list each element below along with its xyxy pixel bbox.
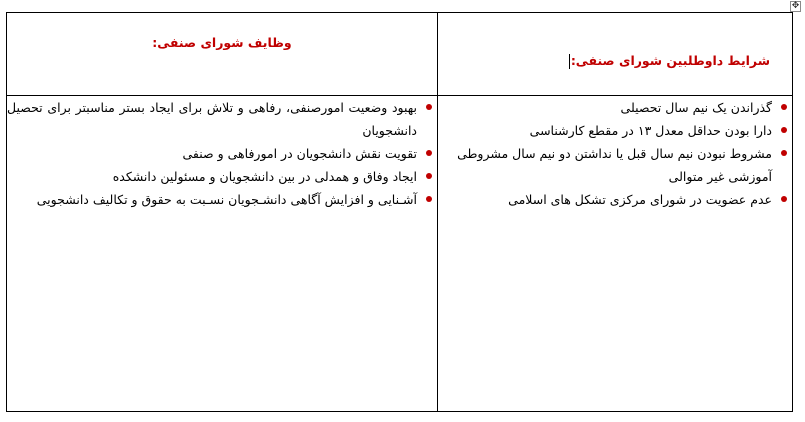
- duties-heading: وظایف شورای صنفی:: [152, 35, 292, 50]
- duty-item-3: ایجاد وفاق و همدلی در بین دانشجویان و مسئولین دانشکده: [7, 165, 437, 188]
- document-table: [6, 12, 793, 412]
- right-header-cell[interactable]: [438, 13, 793, 96]
- table-body-row: [7, 96, 793, 412]
- conditions-heading: [438, 13, 792, 69]
- table-header-row: [7, 13, 793, 96]
- duties-list: [7, 96, 437, 211]
- duty-item-1: بهبود وضعیت امورصنفی، رفاهی و تلاش برای ایجاد بستر مناسبتر برای تحصیل دانشجویان: [7, 96, 437, 142]
- table-move-handle-icon[interactable]: ✥: [791, 1, 800, 11]
- text-cursor: [569, 54, 570, 69]
- condition-item-4: عدم عضویت در شورای مرکزی تشکل های اسلامی: [438, 188, 792, 211]
- left-body-cell[interactable]: [7, 96, 438, 412]
- condition-item-1: گذراندن یک نیم سال تحصیلی: [438, 96, 792, 119]
- condition-item-3: مشروط نبودن نیم سال قبل یا نداشتن دو نیم سال مشروطی آموزشی غیر متوالی: [438, 142, 792, 188]
- condition-item-2: دارا بودن حداقل معدل ۱۳ در مقطع کارشناسی: [438, 119, 792, 142]
- right-body-cell[interactable]: [438, 96, 793, 412]
- duty-item-2: تقویت نقش دانشجویان در امورفاهی و صنفی: [7, 142, 437, 165]
- conditions-list: [438, 96, 792, 211]
- left-header-cell[interactable]: [7, 13, 438, 96]
- duty-item-4: آشـنایی و افزایش آگاهی دانشـجویان نسـبت به حقوق و تکالیف دانشجویی: [7, 188, 437, 211]
- conditions-heading-text: شرایط داوطلبین شورای صنفی:: [570, 53, 770, 68]
